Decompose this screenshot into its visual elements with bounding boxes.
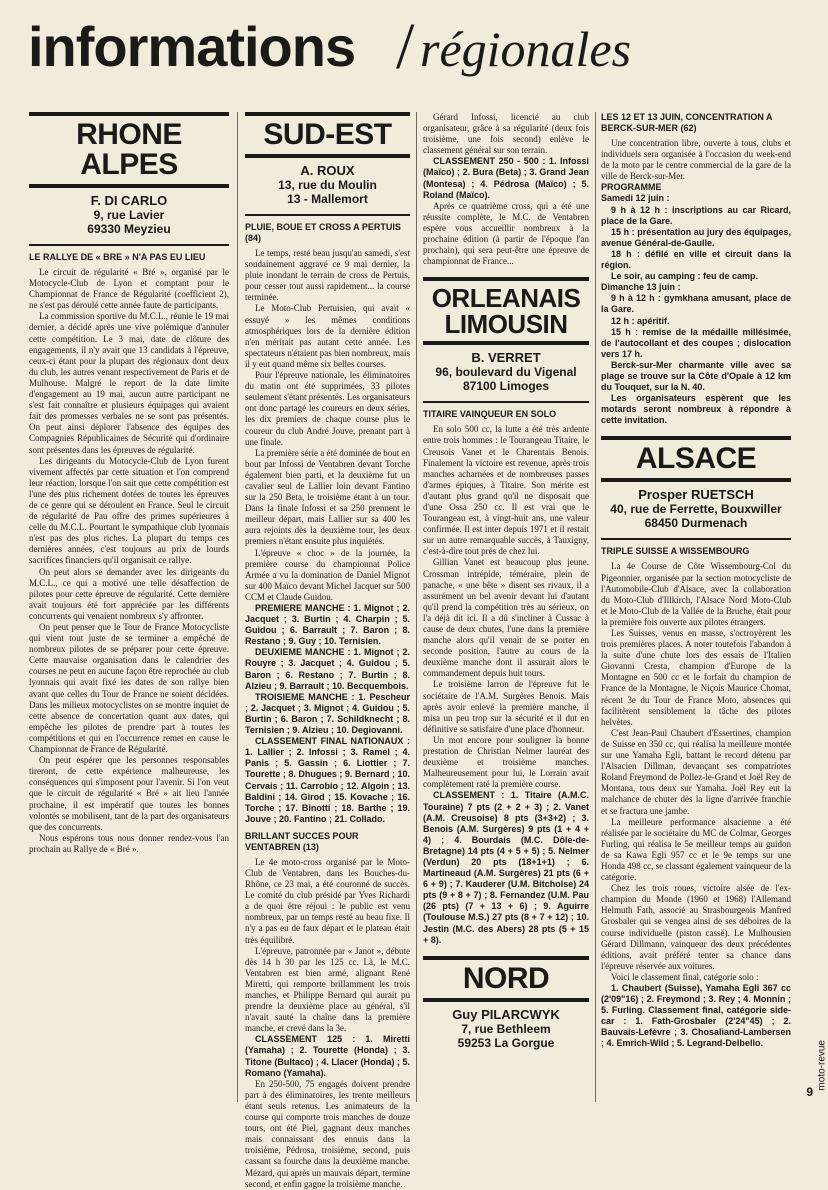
correspondent-postcode: 13 - Mallemort <box>287 192 368 206</box>
divider <box>245 214 410 216</box>
region-title-sud-est: SUD-EST <box>245 112 410 158</box>
article-paragraph: Nous espérons tous nous donner rendez-vous l'an prochain au Rallye de « Bré ». <box>29 832 229 854</box>
article-paragraph: La première série a été dominée de bout en bout par Infossi de Ventabren devant Torche également bien parti, et la deuxième fut un cavalier seul de Lallier loin devant Fantino sur la 250 Beta, le troisième étant à un tour. Dans la finale Infossi et sa 250 prennent le meilleur départ, mais Lallier sur sa 400 les aura rejoints dès la deuxième tour, les deux premiers n'étant ensuite plus inquiétés. <box>245 447 410 547</box>
correspondent-postcode: 69330 Meyzieu <box>87 222 171 236</box>
correspondent-name: Guy PILARCWYK <box>452 1006 560 1022</box>
article-paragraph: Un mot encore pour souligner la bonne prestation de Christian Nelmer lauréat des deuxième et troisième manches. Malheureusement pour lui, le Lorrain avait complètement raté la première course. <box>423 734 589 790</box>
program-title: PROGRAMME <box>601 182 662 193</box>
article-paragraph: En solo 500 cc, la lutte a été très ardente entre trois hommes : le Tourangeau Titaire, le Creusois Vanet et le Charentais Benois. Finalement la victoire est revenue, après trois manches acharnées et de nombreuses passes d'armes épiques, à Titaire. Son mérite est d'autant plus grand qu'il ne disposait que d'une Ossa 250 cc. Il est vrai que le Tourangeau est, à vingt-huit ans, une valeur confirmée. Il est inter depuis 1971 et il restait sur un autre remarquable succès, à Tauxigny, c'est-à-dire tout près de chez lui. <box>423 424 589 557</box>
correspondent-block <box>601 488 791 530</box>
masthead-informations: informations <box>28 15 356 78</box>
column-rhone-alpes <box>29 112 229 1102</box>
article-paragraph: Le circuit de régularité « Bré », organisé par le Motocycle-Club de Lyon et comptant pour le Championnat de France de Régularité (coefficient 2), ne s'est pas déroulé cette année faute de participants. <box>29 267 229 311</box>
masthead-slash: / <box>396 10 415 83</box>
article-headline: TRIPLE SUISSE A WISSEMBOURG <box>601 546 750 557</box>
program-line: Berck-sur-Mer charmante ville avec sa plage se trouve sur la Côte d'Opale à 12 km du Touquet, sur la N. 40. <box>601 359 791 393</box>
results-paragraph: CLASSEMENT 125 : 1. Miretti (Yamaha) ; 2. Tourette (Honda) ; 3. Titone (Bultaco) ; 4. Llacer (Honda) ; 5. Romano (Yamaha). <box>245 1034 410 1078</box>
correspondent-name: Prosper RUETSCH <box>638 487 754 503</box>
article-paragraph: Une concentration libre, ouverte à tous, clubs et individuels sera organisée à l'occasion du week-end de la moto par le centre commercial de la gare de la ville de Berck-sur-Mer. <box>601 138 791 182</box>
correspondent-postcode: 68450 Durmenach <box>644 516 748 531</box>
divider <box>423 401 589 403</box>
correspondent-name: B. VERRET <box>471 350 541 366</box>
program-line: 9 h à 12 h : inscriptions au car Ricard, place de la Gare. <box>601 204 791 226</box>
article-headline: PLUIE, BOUE ET CROSS A PERTUIS (84) <box>245 222 401 243</box>
correspondent-block <box>423 351 589 393</box>
program-line: Dimanche 13 juin : <box>601 282 681 293</box>
region-title-alsace: ALSACE <box>601 436 791 482</box>
article-paragraph: Les dirigeants du Motocycle-Club de Lyon furent vivement affectés par cette situation et l'on comprend leur réaction, lorsque l'on sait que cette compétition est l'une des plus richement dotées de toutes les épreuves de ce genre qui se déroulent en France. Seul le circuit de régularité de Pau offre des primes supérieures à celle du M.C.L. Pourtant le sympathique club lyonnais n'est pas des plus riches. La plupart du temps ces dernières années, c'est toujours au prix de lourds sacrifices financiers qu'il organisait ce rallye. <box>29 455 229 566</box>
article-headline: TITAIRE VAINQUEUR EN SOLO <box>423 409 557 420</box>
article-headline: LE RALLYE DE « BRE » N'A PAS EU LIEU <box>29 252 206 262</box>
masthead <box>28 10 800 83</box>
article-paragraph: C'est Jean-Paul Chaubert d'Essertines, champion de Suisse en 350 cc, qui réalisa la meilleure montée sur une Yamaha Egli, battant le record détenu par l'Alsacien Dillman, devançant ses compatriotes Roland Freymond de Pollez-le-Grand et Joël Rey de Montana, tous deux sur Yamaha. Joël Rey eut la malchance de chuter dès la ligne d'arrivée franchie et se fractura une jambe. <box>601 727 791 816</box>
article-paragraph: Les Suisses, venus en masse, s'octroyèrent les trois premières places. A noter toutefois l'abandon à la suite d'une chute lors des essais de l'Italien Giovanni Cresta, champion d'Europe de la Montagne en 500 cc et le forfait du champion de France de la Montagne, le Niçois Maurice Chomat, récent 3e du Tour de France Moto, absences qui facilitèrent sensiblement la tâche des pilotes helvètes. <box>601 628 791 727</box>
article-paragraph: On peut espérer que les personnes responsables tireront, de cette expérience malheureuse, les conséquences qui s'imposent pour l'avenir. Si l'on veut que le circuit de régularité « Bré » ait lieu l'année prochaine, il est impératif que toutes les bonnes volontés se mobilisent, tant de la part des organisateurs que des concurrents. <box>29 755 229 832</box>
program-line: Samedi 12 juin : <box>601 193 670 204</box>
program-line: 18 h : défilé en ville et circuit dans la région. <box>601 248 791 271</box>
article-paragraph: Pour l'épreuve nationale, les éliminatoires du matin ont été supprimées, 33 pilotes seulement s'étant présentés. Les organisateurs ont donc partagé les coureurs en deux séries, les dix premiers de chaque course plus le coureur du club André Jouve, prenant part à une finale. <box>245 370 410 447</box>
results-paragraph: PREMIERE MANCHE : 1. Mignot ; 2. Jacquet ; 3. Burtin ; 4. Charpin ; 5. Guidou ; 6. Barrault ; 7. Baron ; 8. Restano ; 9. Guy ; 10. Ternisien. <box>245 603 410 647</box>
results-paragraph: CLASSEMENT FINAL NATIONAUX : 1. Lallier ; 2. Infossi ; 3. Ramel ; 4. Panis ; 5. Gassin ; 6. Liottier ; 7. Tourette ; 8. Dhugues ; 9. Bernard ; 10. Cervais ; 11. Carrobio ; 12. Algoin ; 13. Baldini ; 14. Girod ; 15. Kovache ; 16. Torche ; 17. Binotti ; 18. Barthe ; 19. Jouve ; 20. Fantino ; 21. Collado. <box>245 736 410 824</box>
correspondent-address: 96, boulevard du Vigenal <box>435 365 577 380</box>
correspondent-address: 40, rue de Ferrette, Bouxwiller <box>610 502 782 517</box>
program-line: 15 h : remise de la médaille millésimée, de l'autocollant et des coupes ; dislocation vers 17 h. <box>601 326 791 359</box>
column-rule <box>416 112 417 1102</box>
article-paragraph: Chez les trois roues, victoire alsée de l'ex-champion du Monde (1960 et 1968) l'Allemand Helmuth Fath, associé au Strasbourgeois Manfred Grosbaler qui se vengea ainsi de ses déboires de la course individuelle (piston cassé). Le Mulhousien Gérard Dillmann, vainqueur des deux précédentes éditions, avait préféré tenter sa chance dans l'épreuve réservée aux voitures. <box>601 883 791 971</box>
column-orleanais <box>423 112 589 1102</box>
correspondent-address: 7, rue Bethleem <box>461 1021 551 1036</box>
correspondent-block <box>423 1008 589 1050</box>
program-line: 9 h à 12 h : gymkhana amusant, place de la Gare. <box>601 293 791 315</box>
region-title-nord: NORD <box>423 956 589 1002</box>
article-paragraph: Gérard Infossi, licencié au club organisateur, grâce à sa régularité (deux fois troisième, une fois second) enlève le classement général sur son terrain. <box>423 112 589 156</box>
article-paragraph: Le Moto-Club Pertuisien, qui avait « essuyé » les mêmes conditions atmosphériques lors de la dernière édition n'en méritait pas autant cette année. Les spectateurs n'étaient pas bien nombreux, mais il y eut quand même six belles courses. <box>245 303 410 369</box>
masthead-regionales: régionales <box>420 21 632 77</box>
correspondent-block <box>245 164 410 206</box>
correspondent-address: 9, rue Lavier <box>93 208 165 222</box>
correspondent-postcode: 59253 La Gorgue <box>457 1035 555 1050</box>
article-paragraph: L'épreuve, patronnée par « Janot », débute dès 14 h 30 par les 125 cc. Là, le M.C. Ventabren est bien armé, alignant René Miretti, qui remporte brillamment les trois manches, et Philippe Bernard qui aurait pu prendre la deuxième place au général, s'il n'avait sauté la chaîne dans la première manche, et crevé dans la 3e. <box>245 945 410 1034</box>
article-paragraph: Le 4e moto-cross organisé par le Moto-Club de Ventabren, dans les Bouches-du-Rhône, ce 23 mai, a été couronné de succès. Le comité du club présidé par Yves Richardi a de quoi être réjoui : le public est venu nombreux, par un temps resté au beau fixe. Il n'y a pas eu de faux départ et le plateau était très équilibré. <box>245 856 410 945</box>
results-paragraph: TROISIEME MANCHE : 1. Pescheur ; 2. Jacquet ; 3. Mignot ; 4. Guidou ; 5. Burtin ; 6. Baron ; 7. Schildknecht ; 8. Ternisien ; 9. Alzieu ; 10. Degiovanni. <box>245 691 410 736</box>
correspondent-name: A. ROUX <box>300 163 355 178</box>
results-paragraph: 1. Chaubert (Suisse), Yamaha Egli 367 cc (2'09"16) ; 2. Freymond ; 3. Rey ; 4. Monnin ; 5. Furling. Classement final, catégorie side-car : 1. Fath-Grosbaler (2'24"45) ; 2. Bauvais-Lefèvre ; 3. Chosaliand-Lambersen ; 4. Emrich-Wild ; 5. Legrand-Delbello. <box>601 983 791 1049</box>
correspondent-name: F. DI CARLO <box>90 193 168 208</box>
article-headline: BRILLANT SUCCES POUR VENTABREN (13) <box>245 830 359 852</box>
article-paragraph: Le temps, resté beau jusqu'au samedi, s'est soudainement aggravé ce 9 mai dernier, la pluie inondant le terrain de cross de Pertuis, pour cesser tout aussi rapidement... la course terminée. <box>245 248 410 303</box>
article-paragraph: La commission sportive du M.C.L., réunie le 19 mai dernier, a décidé après une vive polémique d'annuler cette compétition. Le 3 mai, date de clôture des engagements, il n'y avait que 13 candidats à l'épreuve, ceux-ci étant pour la plupart des régionaux dont deux du club, les autres venant respectivement de Paris et de Mulhouse. Malgré le report de la date limite d'engagement au 19 mai, aucun autre participant ne s'est fait connaître et plusieurs équipages qui avaient fait des promesses verbales ne se sont pas présentés. On peut ainsi déplorer l'absence des équipes des Compagnies Républicaines de Sécurité qui d'ordinaire sont présentes dans les épreuves de régularité. <box>29 311 229 455</box>
article-headline: LES 12 ET 13 JUIN, CONCENTRATION A BERCK-SUR-MER (62) <box>601 112 773 133</box>
correspondent-address: 13, rue du Moulin <box>278 178 377 192</box>
page-number: 9 <box>806 1085 813 1099</box>
column-sud-est <box>245 112 410 1189</box>
program-line: 12 h : apéritif. <box>611 315 670 326</box>
results-paragraph: DEUXIEME MANCHE : 1. Mignot ; 2. Rouyre ; 3. Jacquet ; 4. Guidou ; 5. Baron ; 6. Restano ; 7. Burtin ; 8. Alzieu ; 9. Barrault ; 10. Becquembois. <box>245 647 410 691</box>
column-rule <box>237 112 238 1102</box>
article-paragraph: La 4e Course de Côte Wissembourg-Col du Pigeonnier, organisée par la section motocycliste de l'Automobile-Club d'Alsace, avec la collaboration du Moto-Club d'Illkirch, l'Alsace Nord Moto-Club et le Moto-Club de la Vallée de la Bruche, était pour la première fois ouverte aux pilotes étrangers. <box>601 561 791 627</box>
article-paragraph: Le troisième larron de l'épreuve fut le sociétaire de l'A.M. Surgères Benois. Mais après avoir enlevé la première manche, il misa un peu trop sur la sécurité et il dut en définitive se satisfaire d'une place d'honneur. <box>423 679 589 734</box>
results-paragraph: CLASSEMENT : 1. Titaire (A.M.C. Touraine) 7 pts (2 + 2 + 3) ; 2. Vanet (A.M. Creusoise) 8 pts (3+3+2) ; 3. Benois (A.M. Surgères) 9 pts (1 + 4 + 4) ; 4. Bourdais (M.C. Dôle-de-Bretagne) 14 pts (4 + 5 + 5) ; 5. Nelmer (Verdun) 20 pts (18+1+1) ; 6. Martineaud (A.M. Surgères) 21 pts (6 + 6 + 9) ; 7. Kauderer (U.M. Bitcholse) 24 pts (9 + 8 + 7) ; 8. Fernandez (U.M. Pau (26 pts) (7 + 13 + 6) ; 9. Aguirre (Toulouse M.S.) 27 pts (8 + 7 + 12) ; 10. Jestin (M.C. des Abers) 28 pts (5 + 15 + 8). <box>423 790 589 945</box>
article-paragraph: En 250-500, 75 engagés doivent prendre part à des éliminatoires, les trente meilleurs étant seuls retenus. Les animateurs de la course qui comporte trois manches de douze tours, ont été Piel, gagnant deux manches mais connaissant des ennuis dans la troisième, Pédrosa, troisième, second, puis cassant sa fourche dans la deuxième manche. Mézard, qui après un mauvais départ, termine second, et enfin gagne la troisième manche. <box>245 1078 410 1189</box>
program-line: Les organisateurs espèrent que les motards seront nombreux à répondre à cette invitation. <box>601 393 791 426</box>
article-paragraph: La meilleure performance alsacienne a été réalisée par le sociétaire du MC de Colmar, Georges Furling, qui réalisa le 5e meilleur temps au guidon de sa Kawa Egli 957 cc et le 9e temps sur une Honda 498 cc, se classant également vainqueur de la catégorie. <box>601 816 791 883</box>
divider <box>29 244 229 246</box>
correspondent-block <box>29 194 229 236</box>
column-nord-alsace <box>601 112 791 1102</box>
article-paragraph: Gillian Vanet est beaucoup plus jeune. Crossman intrépide, téméraire, plein de panache, « une bête » disent ses rivaux, il a assurément un bel avenir devant lui d'autant qu'il prend la compétition très au sérieux, on l'a déjà dit ici. Il a dû s'incliner à Cussac à cause de deux chutes, l'une dans la première manche alors qu'il venait de se porter en seconde position, l'autre au cours de la deuxième manche dont il assurait alors le commandement depuis huit tours. <box>423 557 589 679</box>
results-paragraph: CLASSEMENT 250 - 500 : 1. Infossi (Maïco) ; 2. Bura (Beta) ; 3. Grand Jean (Montesa) ; 4. Pédrosa (Maïco) ; 5. Roland (Maïco). <box>423 156 589 200</box>
article-paragraph: On peut penser que le Tour de France Motocycliste qui vient tout juste de se terminer a empêché de nombreux pilotes de se préparer pour cette épreuve. Cette mauvaise organisation dans le calendrier des courses ne peut en aucune façon être reprochée au club lyonnais qui avait fixé les dates de son rallye bien avant que celles du Tour de France ne soient décidées. Dans les milieux motocyclistes on se montre inquiet de cette absence de concertation quant aux dates, qui empêche les pilotes de prendre part à toutes les compétitions et qui en l'occurrence remet en cause le Championnat de France de Régularité. <box>29 622 229 755</box>
region-title-orleanais-limousin: ORLEANAIS LIMOUSIN <box>423 277 589 345</box>
divider <box>601 538 791 540</box>
article-paragraph: Voici le classement final, catégorie solo : <box>611 971 759 982</box>
column-rule <box>595 112 596 1102</box>
magazine-name: moto-revue <box>817 1040 828 1091</box>
article-paragraph: L'épreuve « choc » de la journée, la première course du championnat Police Armée a vu la domination de Daniel Mignot sur 400 Maïco devant Michel Jacquet sur 500 CCM et Claude Guidou. <box>245 547 410 602</box>
program-line: 15 h : présentation au jury des équipages, avenue Général-de-Gaulle. <box>601 226 791 248</box>
program-line: Le soir, au camping : feu de camp. <box>611 271 759 282</box>
correspondent-postcode: 87100 Limoges <box>462 379 550 394</box>
region-title-rhone-alpes: RHONE ALPES <box>29 112 229 188</box>
article-paragraph: Après ce quatrième cross, qui a été une réussite complète, le M.C. de Ventabren espère vous accueillir nombreux à la prochaine édition (à partir de l'époque l'an prochain), qui sera peut-être une épreuve de championnat de France... <box>423 200 589 267</box>
article-paragraph: On peut alors se demander avec les dirigeants du M.C.L., ce qui a motivé une telle désaffection de pilotes pour cette épreuve de régularité. Cette dernière avait toujours été fort appréciée par les différents concurrents qui venaient nombreux s'y affronter. <box>29 566 229 621</box>
